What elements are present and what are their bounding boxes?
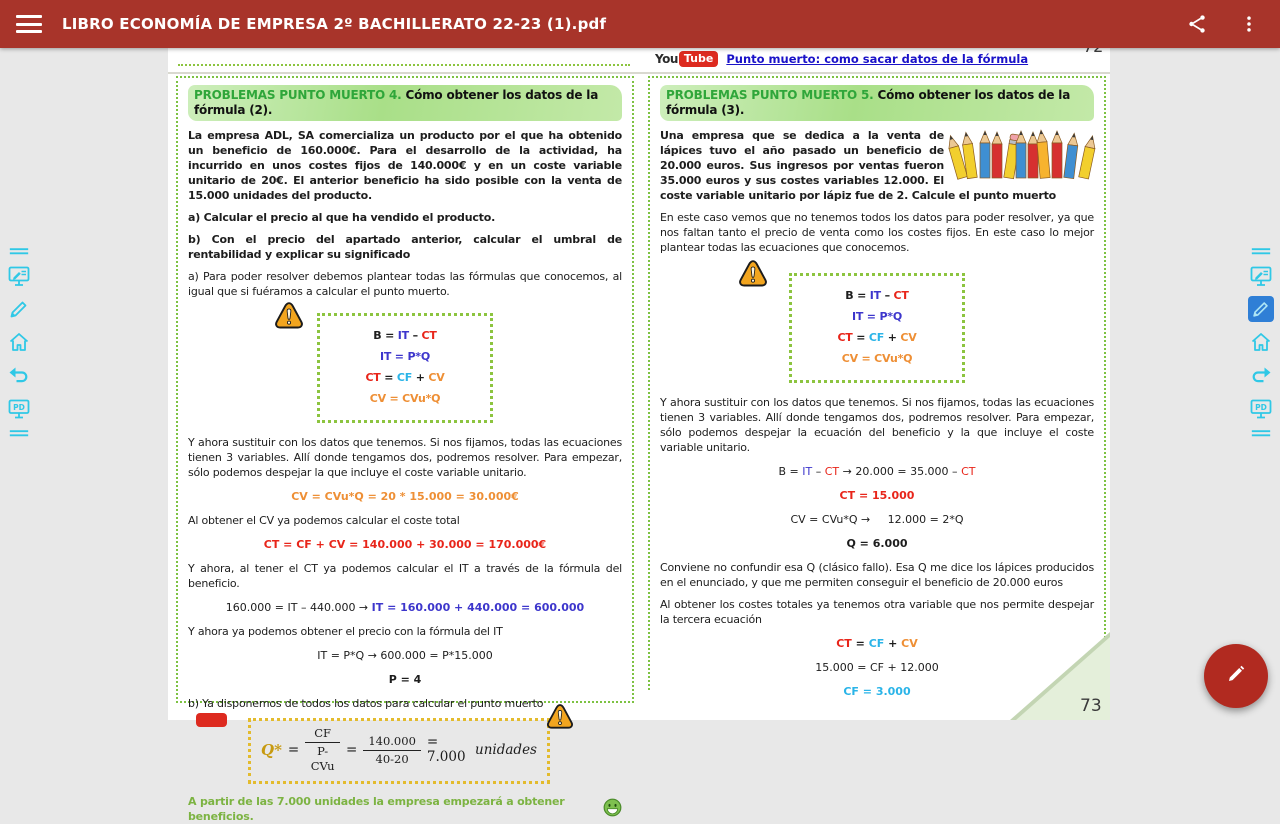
youtube-logo-partial (196, 713, 227, 727)
edit-fab[interactable] (1204, 644, 1268, 708)
solution-b-intro: b) Ya disponemos de todos los datos para calcular el punto muerto (188, 697, 544, 710)
equation-p: P = 4 (388, 673, 422, 686)
equation-ct: CT = CF + CV = 140.000 + 30.000 = 170.000€ (263, 538, 547, 551)
drag-handle[interactable] (6, 428, 32, 438)
app-bar (0, 0, 1280, 48)
substitute-note: Y ahora sustituir con los datos que tenemos. Si nos fijamos, todas las ecuaciones tienen 3 variables. Allí donde tengamos dos, podremos resolver. Para empezar, sólo podemos despejar la ecuación del beneficio y la que incluye el coste variable unitario. (660, 396, 1094, 454)
warning-icon (273, 301, 305, 331)
pd-screen-icon[interactable] (1248, 395, 1274, 421)
problem-4-statement: La empresa ADL, SA comercializa un producto por el que ha obtenido un beneficio de 160.000€. Para el desarrollo de la actividad, ha incurrido en unos costes fijos de 140.000€ y en un coste variable unitario de 20€. El anterior beneficio ha sido posible con la venta de 15.000 unidades del producto. (188, 129, 622, 202)
equation-q-result: Q = 6.000 (846, 537, 908, 550)
hamburger-icon[interactable] (16, 15, 42, 33)
pencils-clipart (954, 130, 1094, 182)
equation-b: B = IT – CT → 20.000 = 35.000 – CT (778, 465, 976, 478)
analysis-note: En este caso vemos que no tenemos todos los datos para poder resolver, ya que nos faltan tanto el precio de venta como los costes fijos. En este caso lo mejor plantear todas las ecuaciones que conocemos. (660, 211, 1094, 254)
annotation-toolbar-left (2, 246, 36, 438)
video-link[interactable]: Punto muerto: como sacar datos de la fórmula (726, 52, 1029, 66)
problem-5-statement: Una empresa que se dedica a la venta de lápices tuvo el año pasado un beneficio de 20.000 euros. Sus ingresos por ventas fueron 35.000 euros y sus costes variables 12.000. El coste variable unitario por lápiz fue de 2. Calcule el punto muerto (660, 129, 1057, 202)
problem-5-section (648, 76, 1106, 698)
formula-box: B = IT – CT IT = P*Q CT = CF + CV CV = CVu*Q (317, 313, 493, 423)
ct-note: Y ahora, al tener el CT ya podemos calcular el IT a través de la fórmula del beneficio. (188, 562, 622, 590)
problem-4-question-a: a) Calcular el precio al que ha vendido el producto. (188, 211, 496, 224)
undo-icon[interactable] (6, 362, 32, 388)
equation-cv: CV = CVu*Q → 12.000 = 2*Q (790, 513, 964, 526)
problem-5-heading: PROBLEMAS PUNTO MUERTO 5. Cómo obtener los datos de la fórmula (3). (660, 85, 1094, 121)
equation-cv: CV = CVu*Q = 20 * 15.000 = 30.000€ (291, 490, 519, 503)
substitute-note: Y ahora sustituir con los datos que tenemos. Si nos fijamos, todas las ecuaciones tienen 3 variables. Allí donde tengamos dos, podremos resolver. Para empezar, sólo podemos despejar la que incluye el coste variable unitario. (188, 436, 622, 479)
it-note: Y ahora ya podemos obtener el precio con la fórmula del IT (188, 625, 503, 638)
pencil-icon (1223, 661, 1249, 691)
youtube-logo: You Tube (655, 51, 718, 67)
annotation-toolbar-right (1244, 246, 1278, 438)
warning-icon (545, 703, 577, 733)
screen-annotate-icon[interactable] (6, 263, 32, 289)
drag-handle[interactable] (1248, 428, 1274, 438)
equation-it: 160.000 = IT – 440.000 → IT = 160.000 + 440.000 = 600.000 (225, 601, 585, 614)
fraction-cf: $\frac{CF}{\text{P-CVu}}$ (305, 726, 340, 774)
fraction-values: $\frac{140.000}{40-20}$ (363, 734, 421, 767)
equation-cf-result: CF = 3.000 (843, 685, 911, 698)
cv-note: Al obtener el CV ya podemos calcular el coste total (188, 514, 460, 527)
svg-text:PD: PD (1255, 402, 1267, 412)
prev-page-dotted-border (178, 64, 630, 66)
kebab-menu-icon[interactable] (1236, 11, 1262, 37)
pd-screen-icon[interactable] (6, 395, 32, 421)
document-title: LIBRO ECONOMÍA DE EMPRESA 2º BACHILLERATO 22-23 (1).pdf (62, 15, 607, 33)
problem-4-heading: PROBLEMAS PUNTO MUERTO 4. Cómo obtener los datos de la fórmula (2). (188, 85, 622, 121)
drag-handle[interactable] (1248, 246, 1274, 256)
problem-4-question-b: b) Con el precio del apartado anterior, calcular el umbral de rentabilidad y explicar su significado (188, 233, 622, 261)
equation-price: IT = P*Q → 600.000 = P*15.000 (317, 649, 493, 662)
home-icon[interactable] (1248, 329, 1274, 355)
equation-ct2: CT = CF + CV (836, 637, 918, 650)
pencil-icon[interactable] (6, 296, 32, 322)
drag-handle[interactable] (6, 246, 32, 256)
share-icon[interactable] (1184, 11, 1210, 37)
formula-box: B = IT – CT IT = P*Q CT = CF + CV CV = CVu*Q (789, 273, 965, 383)
smiley-icon (603, 798, 622, 821)
home-icon[interactable] (6, 329, 32, 355)
pdf-page[interactable] (168, 48, 1110, 823)
undo-icon[interactable] (1248, 362, 1274, 388)
third-equation-note: Al obtener los costes totales ya tenemos otra variable que nos permite despejar la tercera ecuación (660, 598, 1094, 626)
equation-cf-calc: 15.000 = CF + 12.000 (815, 661, 939, 674)
q-warning-note: Conviene no confundir esa Q (clásico fallo). Esa Q me dice los lápices producidos en el enunciado, y que me permiten conseguir el beneficio de 20.000 euros (660, 561, 1094, 589)
page-number: 73 (1080, 696, 1102, 716)
equation-ct-result: CT = 15.000 (839, 489, 915, 502)
screen-annotate-icon[interactable] (1248, 263, 1274, 289)
pencil-icon-selected[interactable] (1248, 296, 1274, 322)
break-even-formula-box: Q* = $\frac{CF}{\text{P-CVu}}$ = $\frac{140.000}{40-20}$ = 7.000 unidades (248, 718, 550, 784)
warning-icon (737, 259, 769, 289)
problem-4-section (176, 76, 634, 823)
page-separator (168, 72, 1110, 74)
solution-a-intro: a) Para poder resolver debemos plantear todas las fórmulas que conocemos, al igual que si fuéramos a calcular el punto muerto. (188, 270, 622, 298)
svg-text:PD: PD (13, 402, 25, 412)
conclusion-note: A partir de las 7.000 unidades la empresa empezará a obtener beneficios. (188, 794, 622, 824)
